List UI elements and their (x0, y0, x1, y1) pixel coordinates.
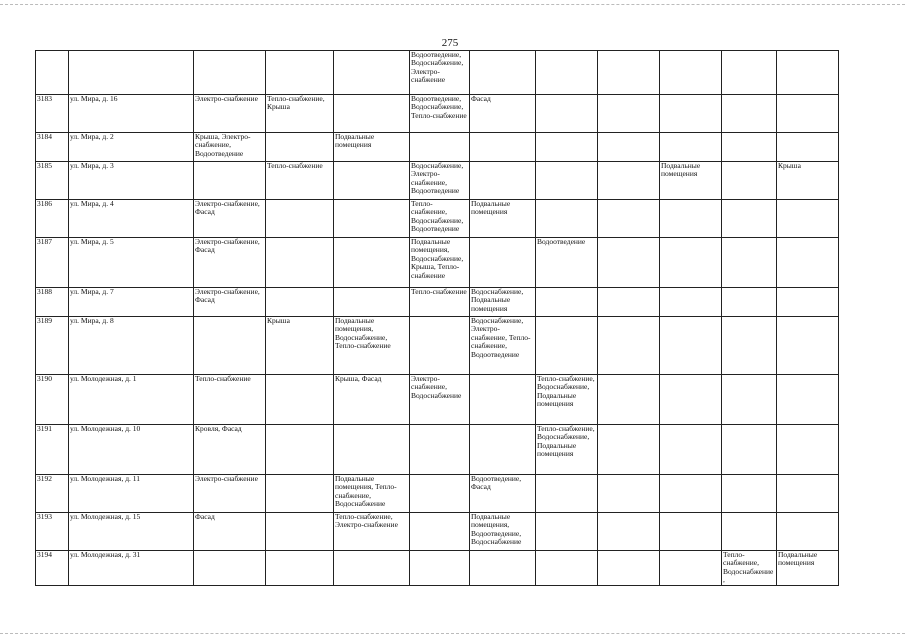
work-type-cell (598, 95, 660, 133)
work-type-cell (777, 425, 839, 475)
table-row (36, 375, 839, 425)
work-type-cell: Крыша (266, 317, 334, 375)
work-type-cell: Тепло-снабжение, Водоснабжение, (722, 551, 777, 586)
work-type-cell (470, 133, 536, 162)
work-type-cell: Электро-снабжение, Водоснабжение (410, 375, 470, 425)
work-type-cell (266, 513, 334, 551)
work-type-cell (194, 551, 266, 586)
table-row (36, 133, 839, 162)
work-type-cell (334, 238, 410, 288)
work-type-cell (266, 375, 334, 425)
work-type-cell: Электро-снабжение, Фасад (194, 238, 266, 288)
work-type-cell (410, 317, 470, 375)
work-type-cell: Фасад (194, 513, 266, 551)
work-type-cell (410, 551, 470, 586)
work-type-cell: Электро-снабжение (194, 475, 266, 513)
work-type-cell (410, 513, 470, 551)
work-type-cell (777, 375, 839, 425)
work-type-cell (660, 317, 722, 375)
table-row (36, 51, 839, 95)
row-number-cell: 3185 (36, 162, 69, 200)
work-type-cell (722, 375, 777, 425)
table-body (36, 51, 839, 586)
row-number-cell: 3191 (36, 425, 69, 475)
work-type-cell (410, 133, 470, 162)
work-type-cell (266, 200, 334, 238)
address-cell: ул. Мира, д. 5 (69, 238, 194, 288)
work-type-cell (777, 95, 839, 133)
work-type-cell (660, 238, 722, 288)
work-type-cell (722, 95, 777, 133)
address-cell: ул. Мира, д. 3 (69, 162, 194, 200)
row-number-cell (36, 51, 69, 95)
work-type-cell (334, 162, 410, 200)
work-type-cell: Водоснабжение, Электро-снабжение, Тепло-снабжение, Водоотведение (470, 317, 536, 375)
work-type-cell (722, 288, 777, 317)
work-type-cell (266, 551, 334, 586)
work-type-cell (470, 51, 536, 95)
work-type-cell: Подвальные помещения (470, 200, 536, 238)
work-type-cell: Тепло-снабжение, Водоснабжение, Подвальные помещения (536, 375, 598, 425)
scan-bottom-edge (0, 633, 905, 634)
table-row (36, 238, 839, 288)
work-type-cell (722, 475, 777, 513)
row-number-cell: 3190 (36, 375, 69, 425)
table-row (36, 551, 839, 586)
work-type-cell (660, 475, 722, 513)
work-type-cell: Тепло-снабжение, Водоснабжение, Подвальные помещения (536, 425, 598, 475)
work-type-cell (777, 513, 839, 551)
address-cell: ул. Мира, д. 7 (69, 288, 194, 317)
work-type-cell (722, 162, 777, 200)
table-row (36, 200, 839, 238)
work-type-cell: Тепло-снабжение, Крыша (266, 95, 334, 133)
work-type-cell (598, 551, 660, 586)
work-type-cell (598, 238, 660, 288)
work-type-cell (722, 317, 777, 375)
work-type-cell: Подвальные помещения (334, 133, 410, 162)
work-type-cell (334, 95, 410, 133)
work-type-cell (470, 238, 536, 288)
work-type-cell (777, 288, 839, 317)
work-type-cell (598, 51, 660, 95)
work-type-cell: Водоснабжение, Подвальные помещения (470, 288, 536, 317)
work-type-cell (536, 513, 598, 551)
row-number-cell: 3186 (36, 200, 69, 238)
work-type-cell (470, 551, 536, 586)
work-type-cell: Тепло-снабжение (266, 162, 334, 200)
work-type-cell (410, 475, 470, 513)
work-type-cell: Крыша (777, 162, 839, 200)
work-type-cell: Подвальные помещения, Водоотведение, Водоснабжение (470, 513, 536, 551)
work-type-cell (598, 375, 660, 425)
row-number-cell: 3189 (36, 317, 69, 375)
work-type-cell (536, 95, 598, 133)
repair-schedule-table (35, 50, 839, 586)
row-number-cell: 3187 (36, 238, 69, 288)
work-type-cell (266, 51, 334, 95)
work-type-cell (722, 425, 777, 475)
work-type-cell: Подвальные помещения, Тепло-снабжение, Водоснабжение (334, 475, 410, 513)
work-type-cell: Фасад (470, 95, 536, 133)
work-type-cell: Подвальные помещения, Водоснабжение, Тепло-снабжение (334, 317, 410, 375)
work-type-cell (194, 162, 266, 200)
work-type-cell: Крыша, Электро-снабжение, Водоотведение (194, 133, 266, 162)
work-type-cell: Кровля, Фасад (194, 425, 266, 475)
work-type-cell: Водоотведение (536, 238, 598, 288)
work-type-cell (410, 425, 470, 475)
row-number-cell: 3193 (36, 513, 69, 551)
address-cell (69, 51, 194, 95)
work-type-cell (266, 133, 334, 162)
scan-top-edge (0, 4, 905, 5)
row-number-cell: 3192 (36, 475, 69, 513)
work-type-cell (536, 133, 598, 162)
work-type-cell (722, 200, 777, 238)
work-type-cell: Электро-снабжение, Фасад (194, 288, 266, 317)
work-type-cell (266, 425, 334, 475)
work-type-cell (598, 162, 660, 200)
work-type-cell (660, 51, 722, 95)
work-type-cell (777, 238, 839, 288)
address-cell: ул. Молодежная, д. 15 (69, 513, 194, 551)
address-cell: ул. Мира, д. 4 (69, 200, 194, 238)
work-type-cell (598, 425, 660, 475)
table-row (36, 317, 839, 375)
address-cell: ул. Молодежная, д. 11 (69, 475, 194, 513)
work-type-cell (598, 133, 660, 162)
work-type-cell (660, 513, 722, 551)
work-type-cell (660, 551, 722, 586)
work-type-cell (334, 200, 410, 238)
work-type-cell: Крыша, Фасад (334, 375, 410, 425)
work-type-cell (777, 133, 839, 162)
address-cell: ул. Молодежная, д. 10 (69, 425, 194, 475)
work-type-cell: Водоотведение, Фасад (470, 475, 536, 513)
work-type-cell: Тепло-снабжение, Водоснабжение, Водоотведение (410, 200, 470, 238)
address-cell: ул. Молодежная, д. 31 (69, 551, 194, 586)
work-type-cell (598, 317, 660, 375)
work-type-cell (660, 133, 722, 162)
work-type-cell (777, 475, 839, 513)
page-number: 275 (441, 37, 459, 49)
work-type-cell (334, 425, 410, 475)
work-type-cell (777, 200, 839, 238)
work-type-cell (660, 425, 722, 475)
work-type-cell (722, 513, 777, 551)
work-type-cell: Подвальные помещения, Водоснабжение, Крыша, Тепло-снабжение (410, 238, 470, 288)
work-type-cell: Тепло-снабжение (194, 375, 266, 425)
address-cell: ул. Мира, д. 16 (69, 95, 194, 133)
work-type-cell (660, 375, 722, 425)
work-type-cell (598, 288, 660, 317)
work-type-cell (598, 475, 660, 513)
work-type-cell (470, 162, 536, 200)
work-type-cell (334, 288, 410, 317)
row-number-cell: 3194 (36, 551, 69, 586)
work-type-cell (470, 425, 536, 475)
table-row (36, 95, 839, 133)
work-type-cell (334, 551, 410, 586)
work-type-cell: Подвальные помещения (660, 162, 722, 200)
work-type-cell (266, 288, 334, 317)
work-type-cell (660, 288, 722, 317)
work-type-cell (536, 51, 598, 95)
table-row (36, 162, 839, 200)
work-type-cell: Водоотведение, Водоснабжение, Электро-снабжение (410, 51, 470, 95)
table-row (36, 288, 839, 317)
work-type-cell (660, 200, 722, 238)
address-cell: ул. Мира, д. 8 (69, 317, 194, 375)
row-number-cell: 3184 (36, 133, 69, 162)
work-type-cell: Электро-снабжение, Фасад (194, 200, 266, 238)
work-type-cell (266, 475, 334, 513)
work-type-cell (470, 375, 536, 425)
work-type-cell (536, 475, 598, 513)
work-type-cell: Тепло-снабжение, Электро-снабжение (334, 513, 410, 551)
address-cell: ул. Мира, д. 2 (69, 133, 194, 162)
work-type-cell: Тепло-снабжение (410, 288, 470, 317)
work-type-cell: Водоснабжение, Электро-снабжение, Водоотведение (410, 162, 470, 200)
work-type-cell: Водоотведение, Водоснабжение, Тепло-снабжение (410, 95, 470, 133)
work-type-cell (266, 238, 334, 288)
work-type-cell (777, 51, 839, 95)
row-number-cell: 3188 (36, 288, 69, 317)
work-type-cell (194, 317, 266, 375)
work-type-cell: Электро-снабжение (194, 95, 266, 133)
work-type-cell (536, 551, 598, 586)
work-type-cell (194, 51, 266, 95)
work-type-cell (598, 200, 660, 238)
work-type-cell (536, 162, 598, 200)
work-type-cell (777, 317, 839, 375)
row-number-cell: 3183 (36, 95, 69, 133)
table-row (36, 475, 839, 513)
work-type-cell (536, 317, 598, 375)
work-type-cell (598, 513, 660, 551)
table-row (36, 425, 839, 475)
address-cell: ул. Молодежная, д. 1 (69, 375, 194, 425)
work-type-cell (722, 133, 777, 162)
work-type-cell: Подвальные помещения (777, 551, 839, 586)
work-type-cell (660, 95, 722, 133)
table-row (36, 513, 839, 551)
work-type-cell (536, 200, 598, 238)
work-type-cell (722, 51, 777, 95)
work-type-cell (722, 238, 777, 288)
work-type-cell (536, 288, 598, 317)
work-type-cell (334, 51, 410, 95)
